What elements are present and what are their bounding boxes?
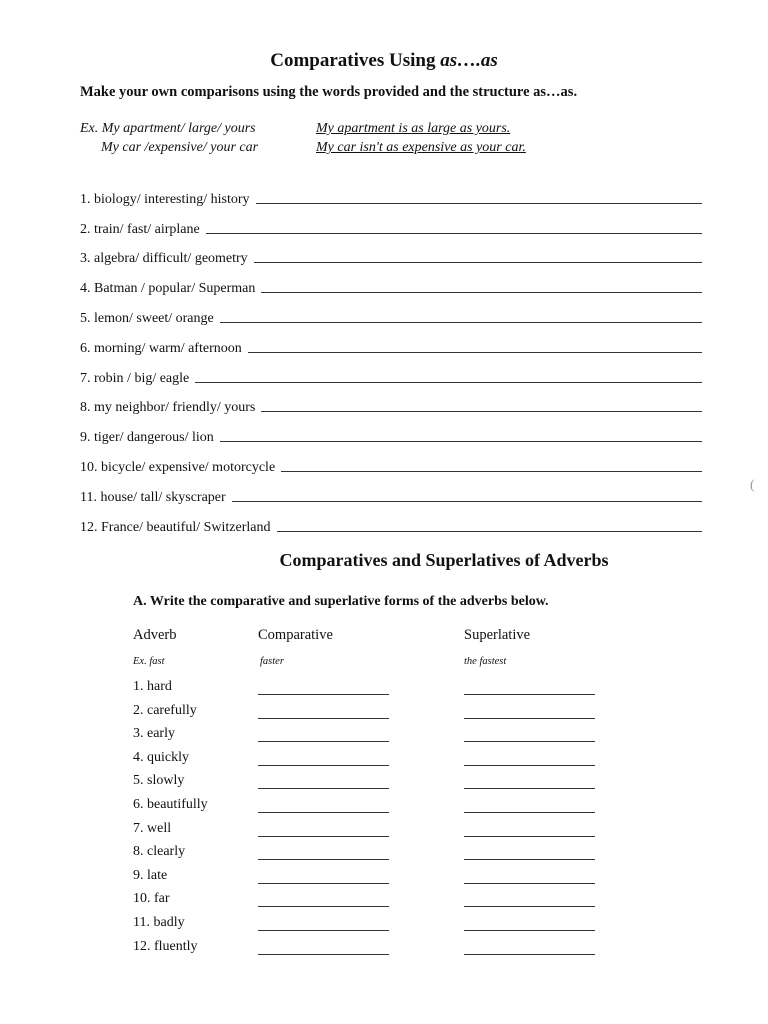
superlative-blank[interactable] — [464, 883, 595, 884]
question-row — [80, 297, 702, 327]
example-prompt: Ex. My apartment/ large/ yours — [80, 121, 256, 136]
superlative-blank[interactable] — [464, 836, 595, 837]
adverb-label: 7. well — [133, 820, 172, 836]
question-row — [80, 238, 702, 268]
adverb-row — [0, 819, 768, 843]
example-adverb: Ex. fast — [133, 656, 165, 667]
question-prompt: 5. lemon/ sweet/ orange — [80, 310, 214, 326]
answer-line[interactable] — [195, 381, 702, 383]
adverb-label: 10. far — [133, 891, 170, 907]
superlative-blank[interactable] — [464, 788, 595, 789]
adverb-row — [0, 748, 768, 772]
superlative-blank[interactable] — [464, 930, 595, 931]
adverb-label: 8. clearly — [133, 844, 186, 860]
question-row — [80, 416, 702, 446]
superlative-blank[interactable] — [464, 906, 595, 907]
superlative-blank[interactable] — [464, 954, 595, 955]
adverb-row — [0, 771, 768, 795]
comparative-blank[interactable] — [258, 812, 389, 813]
adverb-row — [0, 795, 768, 819]
comparative-blank[interactable] — [258, 741, 389, 742]
question-prompt: 1. biology/ interesting/ history — [80, 191, 250, 207]
adverb-label: 1. hard — [133, 679, 172, 694]
adverb-row — [0, 889, 768, 913]
comparative-blank[interactable] — [258, 883, 389, 884]
section1-title-text: Comparatives Using — [270, 50, 441, 71]
superlative-blank[interactable] — [464, 694, 595, 695]
answer-line[interactable] — [254, 261, 702, 263]
question-prompt: 12. France/ beautiful/ Switzerland — [80, 519, 271, 535]
question-prompt: 11. house/ tall/ skyscraper — [80, 489, 226, 505]
superlative-blank[interactable] — [464, 812, 595, 813]
superlative-blank[interactable] — [464, 765, 595, 766]
adverb-row — [0, 677, 768, 701]
adverb-row — [0, 724, 768, 748]
example-superlative: the fastest — [464, 656, 507, 667]
column-header-superlative: Superlative — [464, 627, 531, 643]
question-row — [80, 476, 702, 506]
question-row — [80, 208, 702, 238]
column-header-comparative: Comparative — [258, 627, 333, 643]
question-row — [80, 178, 702, 208]
answer-line[interactable] — [232, 500, 702, 502]
comparative-blank[interactable] — [258, 836, 389, 837]
adverb-table — [0, 677, 768, 960]
answer-line[interactable] — [256, 202, 702, 204]
answer-line[interactable] — [206, 232, 702, 234]
question-row — [80, 267, 702, 297]
adverb-row — [0, 866, 768, 890]
answer-line[interactable] — [281, 470, 702, 472]
question-prompt: 10. bicycle/ expensive/ motorcycle — [80, 459, 276, 475]
question-prompt: 7. robin / big/ eagle — [80, 370, 190, 386]
adverb-label: 9. late — [133, 867, 168, 883]
example-prompts — [80, 119, 258, 157]
section1-title — [0, 50, 768, 72]
question-prompt: 6. morning/ warm/ afternoon — [80, 340, 242, 356]
example-answers — [316, 119, 526, 157]
question-row — [80, 387, 702, 417]
superlative-blank[interactable] — [464, 718, 595, 719]
section2-instruction: A. Write the comparative and superlative forms of the adverbs below. — [133, 594, 549, 609]
comparative-blank[interactable] — [258, 954, 389, 955]
adverb-label: 4. quickly — [133, 749, 189, 765]
question-row — [80, 506, 702, 536]
adverb-row — [0, 913, 768, 937]
section1-title-emphasis: as….as — [440, 50, 498, 71]
comparison-question-list — [80, 178, 702, 536]
answer-line[interactable] — [248, 351, 702, 353]
adverb-row — [0, 937, 768, 961]
adverb-label: 6. beautifully — [133, 796, 208, 812]
adverb-label: 5. slowly — [133, 773, 185, 789]
example-answer: My car isn't as expensive as your car. — [316, 140, 526, 155]
adverb-row — [0, 701, 768, 725]
comparative-blank[interactable] — [258, 718, 389, 719]
answer-line[interactable] — [220, 321, 702, 323]
adverb-label: 2. carefully — [133, 702, 197, 718]
question-row — [80, 327, 702, 357]
comparative-blank[interactable] — [258, 765, 389, 766]
comparative-blank[interactable] — [258, 859, 389, 860]
scan-edge-mark: ( — [750, 478, 755, 493]
superlative-blank[interactable] — [464, 859, 595, 860]
question-prompt: 9. tiger/ dangerous/ lion — [80, 430, 214, 446]
answer-line[interactable] — [277, 530, 703, 532]
answer-line[interactable] — [261, 291, 702, 293]
superlative-blank[interactable] — [464, 741, 595, 742]
example-comparative: faster — [260, 656, 284, 667]
example-answer: My apartment is as large as yours. — [316, 121, 511, 136]
answer-line[interactable] — [261, 410, 702, 412]
comparative-blank[interactable] — [258, 788, 389, 789]
question-prompt: 4. Batman / popular/ Superman — [80, 281, 256, 297]
question-prompt: 2. train/ fast/ airplane — [80, 221, 200, 237]
example-prompt: My car /expensive/ your car — [101, 140, 259, 155]
question-prompt: 3. algebra/ difficult/ geometry — [80, 251, 248, 267]
comparative-blank[interactable] — [258, 930, 389, 931]
column-header-adverb: Adverb — [133, 627, 177, 643]
section2-title: Comparatives and Superlatives of Adverbs — [279, 550, 609, 570]
adverb-label: 11. badly — [133, 914, 185, 930]
question-row — [80, 446, 702, 476]
answer-line[interactable] — [220, 440, 702, 442]
comparative-blank[interactable] — [258, 906, 389, 907]
question-prompt: 8. my neighbor/ friendly/ yours — [80, 400, 256, 416]
adverb-label: 12. fluently — [133, 938, 198, 954]
adverb-row — [0, 842, 768, 866]
question-row — [80, 357, 702, 387]
section1-instruction: Make your own comparisons using the words provided and the structure as…as. — [80, 84, 578, 100]
comparative-blank[interactable] — [258, 694, 389, 695]
adverb-label: 3. early — [133, 726, 175, 742]
